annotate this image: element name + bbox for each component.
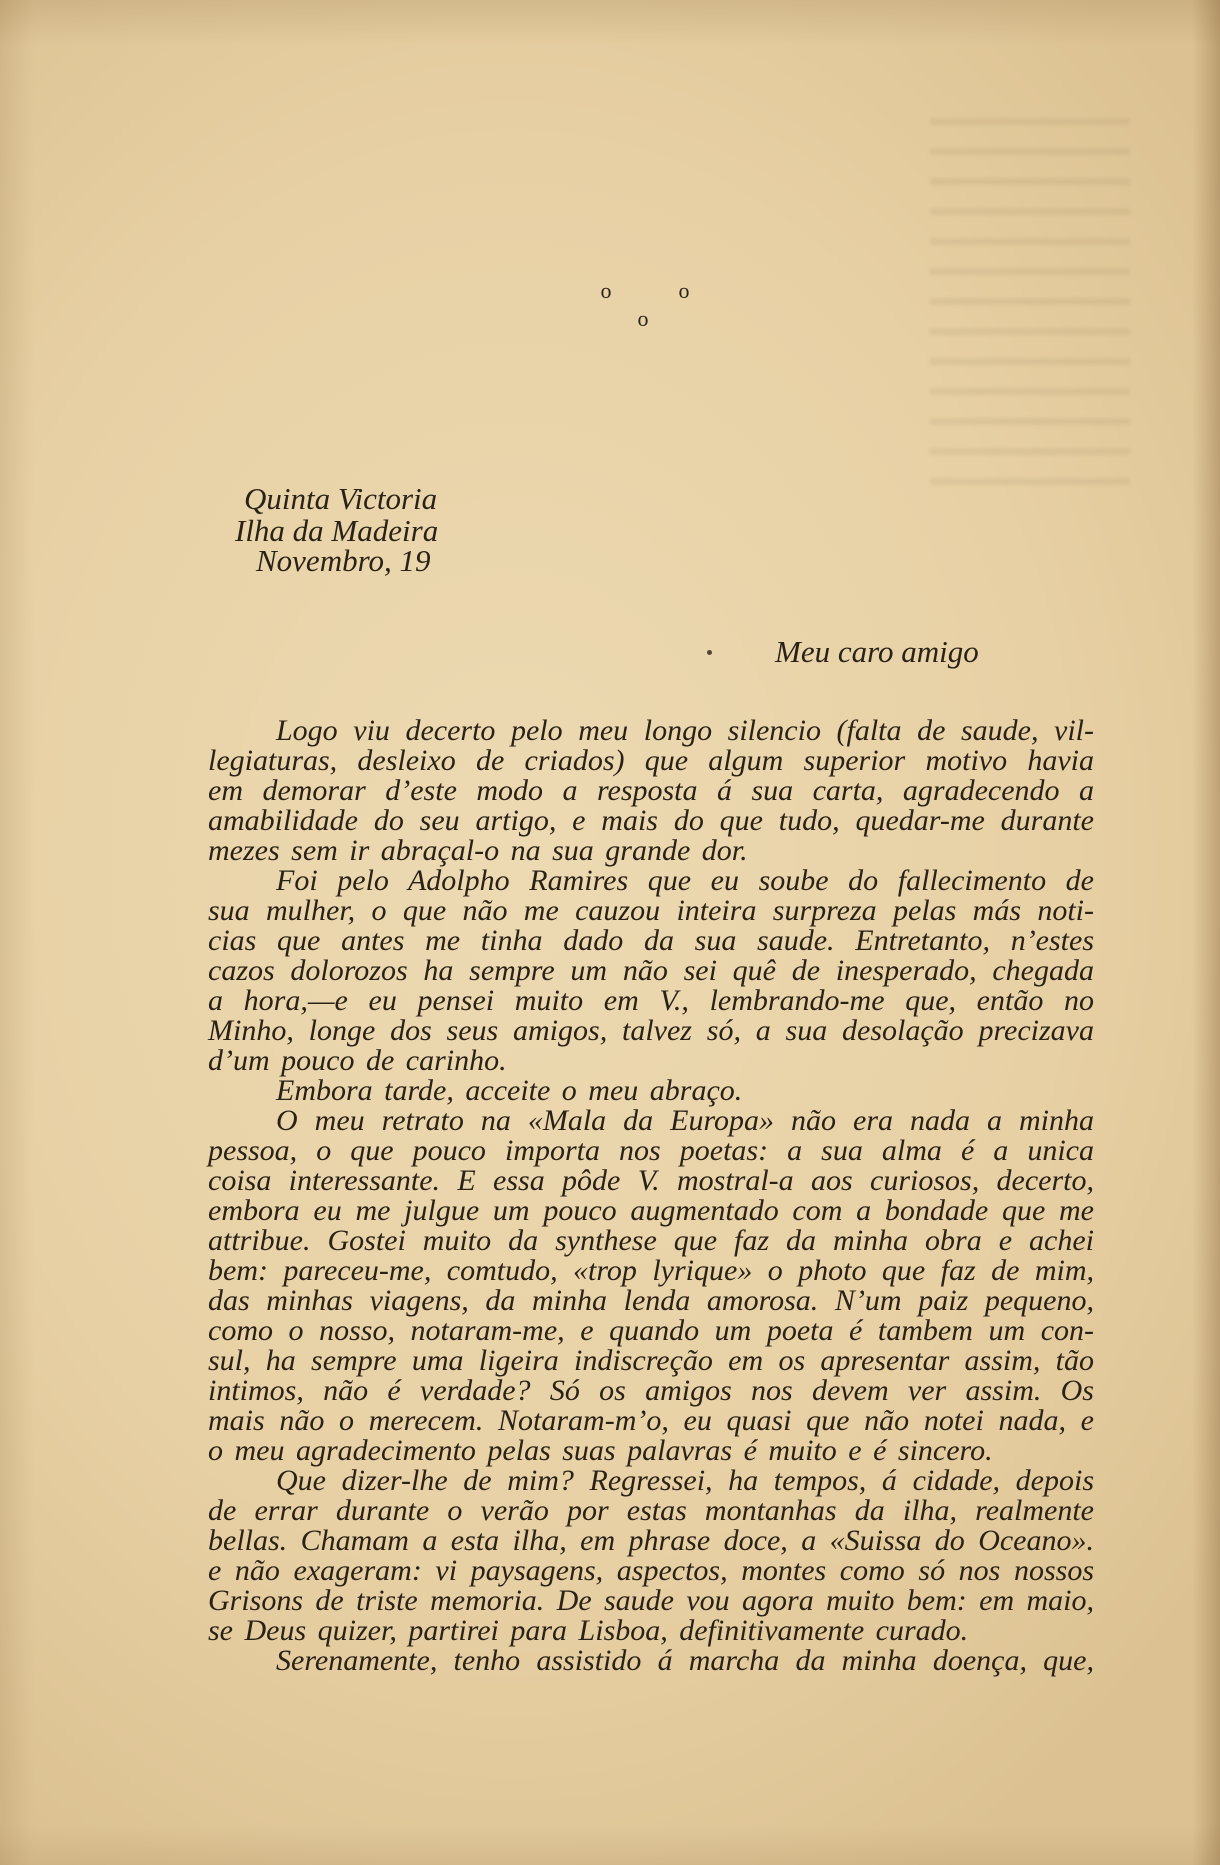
letter-line: legiaturas, desleixo de criados) que algum superior motivo havia <box>208 744 1094 777</box>
letter-line: sua mulher, o que não me cauzou inteira surpreza pelas más noti- <box>208 894 1094 927</box>
letter-line: mezes sem ir abraçal-o na sua grande dor. <box>208 834 748 867</box>
letter-line: Minho, longe dos seus amigos, talvez só, a sua desolação precizava <box>208 1014 1094 1047</box>
letter-island: Ilha da Madeira <box>235 513 439 548</box>
letter-line: Serenamente, tenho assistido á marcha da minha doença, que, <box>276 1644 1094 1677</box>
letter-line: amabilidade do seu artigo, e mais do que tudo, quedar-me durante <box>208 804 1094 837</box>
show-through-stain <box>930 118 1130 498</box>
letter-line: intimos, não é verdade? Só os amigos nos devem ver assim. Os <box>208 1374 1094 1407</box>
ornament-circle: o <box>637 306 649 331</box>
letter-line: sul, ha sempre uma ligeira indiscreção em os apresentar assim, tão <box>208 1344 1094 1377</box>
paragraph <box>208 1076 1094 1106</box>
letter-line: d’um pouco de carinho. <box>208 1044 507 1077</box>
letter-line: Embora tarde, acceite o meu abraço. <box>276 1074 743 1107</box>
letter-line: como o nosso, notaram-me, e quando um poeta é tambem um con- <box>208 1314 1094 1347</box>
letter-line: Grisons de triste memoria. De saude vou agora muito bem: em maio, <box>208 1584 1094 1617</box>
letter-line: Foi pelo Adolpho Ramires que eu soube do fallecimento de <box>276 864 1094 897</box>
letter-line: de errar durante o verão por estas montanhas da ilha, realmente <box>208 1494 1094 1527</box>
letter-date: Novembro, 19 <box>256 543 431 578</box>
salutation: Meu caro amigo <box>775 634 979 669</box>
letter-line: pessoa, o que pouco importa nos poetas: a sua alma é a unica <box>208 1134 1094 1167</box>
letter-line: Logo viu decerto pelo meu longo silencio (falta de saude, vil- <box>276 714 1094 747</box>
paragraph <box>208 716 1094 866</box>
letter-line: mais não o merecem. Notaram-m’o, eu quasi que não notei nada, e <box>208 1404 1094 1437</box>
letter-line: o meu agradecimento pelas suas palavras é muito e é sincero. <box>208 1434 993 1467</box>
stray-ink-dot <box>707 650 712 655</box>
letter-line: se Deus quizer, partirei para Lisboa, definitivamente curado. <box>208 1614 969 1647</box>
letter-line: O meu retrato na «Mala da Europa» não era nada a minha <box>276 1104 1094 1137</box>
letter-line: das minhas viagens, da minha lenda amorosa. N’um paiz pequeno, <box>208 1284 1094 1317</box>
ornament-circle: o <box>678 278 690 303</box>
letter-place: Quinta Victoria <box>244 481 438 516</box>
letter-line: em demorar d’este modo a resposta á sua carta, agradecendo a <box>208 774 1094 807</box>
letter-line: Que dizer-lhe de mim? Regressei, ha tempos, á cidade, depois <box>276 1464 1094 1497</box>
letter-line: e não exageram: vi paysagens, aspectos, montes como só nos nossos <box>208 1554 1094 1587</box>
ornament-circle: o <box>600 278 612 303</box>
letter-body <box>208 716 1094 1676</box>
letter-line: a hora,—e eu pensei muito em V., lembrando-me que, então no <box>208 984 1094 1017</box>
letter-line: attribue. Gostei muito da synthese que faz da minha obra e achei <box>208 1224 1094 1257</box>
letter-line: embora eu me julgue um pouco augmentado com a bondade que me <box>208 1194 1094 1227</box>
paragraph <box>208 1646 1094 1676</box>
letter-line: cias que antes me tinha dado da sua saude. Entretanto, n’estes <box>208 924 1094 957</box>
letter-line: bem: pareceu-me, comtudo, «trop lyrique» o photo que faz de mim, <box>208 1254 1094 1287</box>
letter-line: cazos dolorozos ha sempre um não sei quê de inesperado, chegada <box>208 954 1094 987</box>
letter-line: coisa interessante. E essa pôde V. mostral-a aos curiosos, decerto, <box>208 1164 1094 1197</box>
paragraph <box>208 1466 1094 1646</box>
paragraph <box>208 866 1094 1076</box>
letter-line: bellas. Chamam a esta ilha, em phrase doce, a «Suissa do Oceano». <box>208 1524 1094 1557</box>
paragraph <box>208 1106 1094 1466</box>
